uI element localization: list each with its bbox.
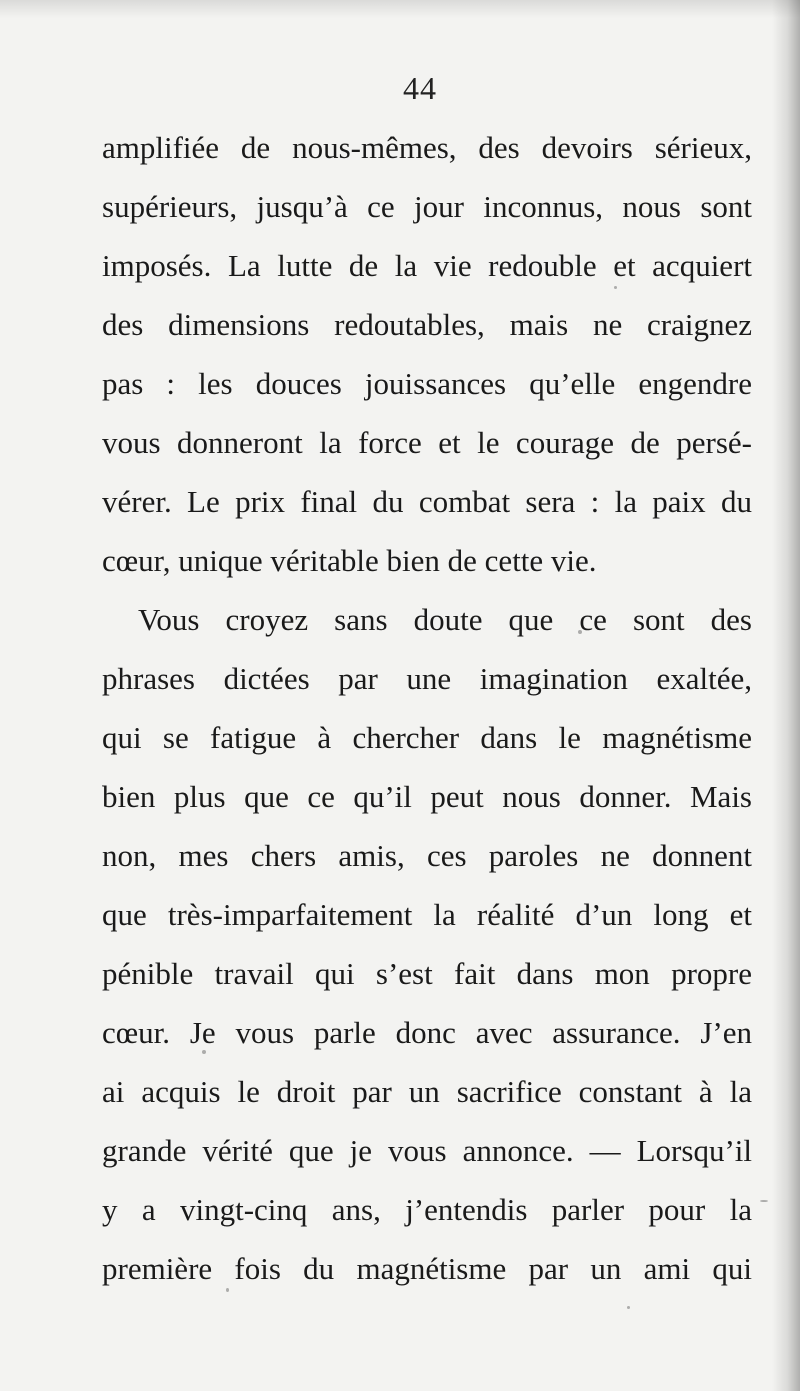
text-line: Vous croyez sans doute que ce sont des <box>138 602 752 637</box>
text-line: supérieurs, jusqu’à ce jour inconnus, nous sont <box>102 189 752 224</box>
paragraph-2 <box>102 590 752 1298</box>
text-line: que très-imparfaitement la réalité d’un long et <box>102 897 752 932</box>
body-text <box>102 118 752 1298</box>
paper-speck <box>202 1050 206 1054</box>
text-line: amplifiée de nous-mêmes, des devoirs sérieux, <box>102 130 752 165</box>
text-line: première fois du magnétisme par un ami qui <box>102 1251 752 1286</box>
paper-speck <box>226 1288 229 1292</box>
text-line: pas : les douces jouissances qu’elle engendre <box>102 366 752 401</box>
paragraph-1 <box>102 118 752 590</box>
top-edge-shadow <box>0 0 800 18</box>
paper-speck <box>578 630 582 634</box>
text-line: grande vérité que je vous annonce. — Lorsqu’il <box>102 1133 752 1168</box>
text-line: phrases dictées par une imagination exaltée, <box>102 661 752 696</box>
text-line: imposés. La lutte de la vie redouble et acquiert <box>102 248 752 283</box>
text-line: non, mes chers amis, ces paroles ne donnent <box>102 838 752 873</box>
text-line: cœur, unique véritable bien de cette vie. <box>102 543 597 578</box>
text-line: pénible travail qui s’est fait dans mon propre <box>102 956 752 991</box>
paper-speck <box>760 1200 768 1202</box>
page-number: 44 <box>403 70 437 106</box>
text-line: bien plus que ce qu’il peut nous donner. Mais <box>102 779 752 814</box>
text-line: vérer. Le prix final du combat sera : la paix du <box>102 484 752 519</box>
text-line: cœur. Je vous parle donc avec assurance. J’en <box>102 1015 752 1050</box>
text-line: des dimensions redoutables, mais ne craignez <box>102 307 752 342</box>
paper-speck <box>614 286 617 289</box>
text-line: vous donneront la force et le courage de persé- <box>102 425 752 460</box>
paper-speck <box>627 1306 630 1309</box>
text-line: y a vingt-cinq ans, j’entendis parler pour la <box>102 1192 752 1227</box>
binding-edge-shadow <box>772 0 800 1391</box>
text-line: qui se fatigue à chercher dans le magnétisme <box>102 720 752 755</box>
text-line: ai acquis le droit par un sacrifice constant à la <box>102 1074 752 1109</box>
